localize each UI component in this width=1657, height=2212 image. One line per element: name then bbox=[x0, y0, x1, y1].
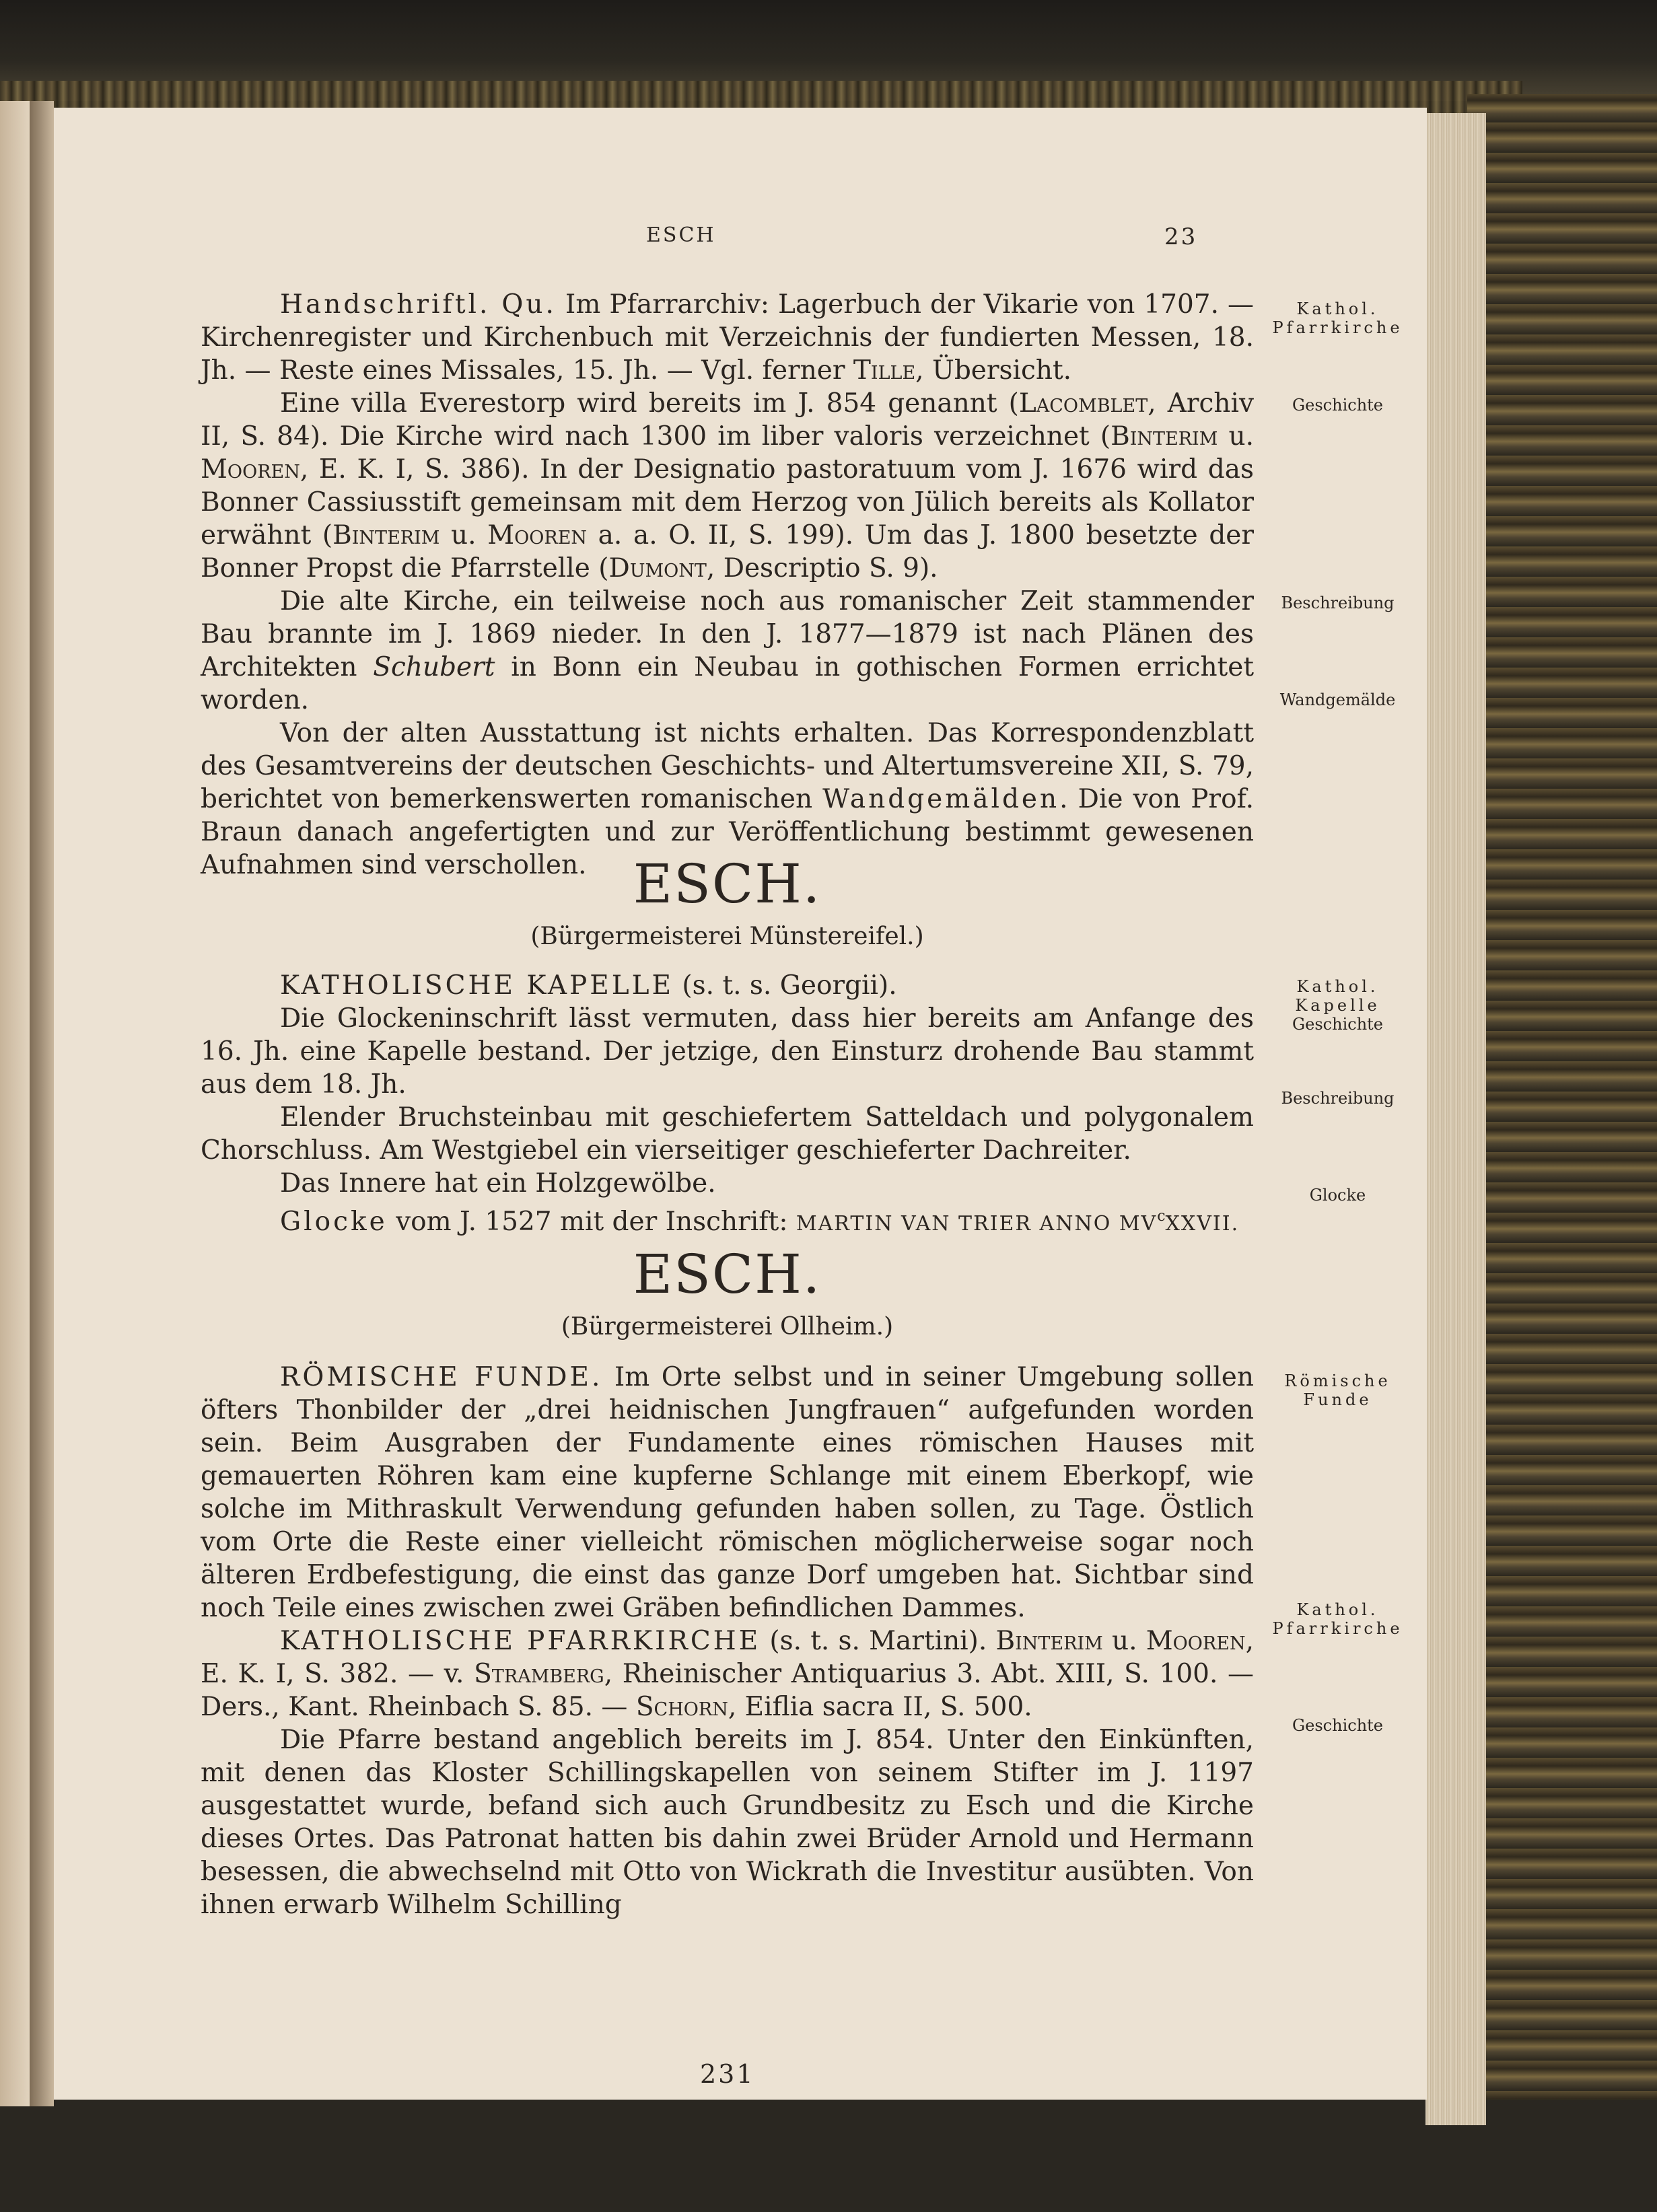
book-cover-bottom bbox=[0, 2100, 1657, 2212]
subheading-muenstereifel: (Bürgermeisterei Münstereifel.) bbox=[530, 923, 924, 950]
architect-name: Schubert bbox=[373, 652, 495, 682]
paragraph-kapelle-history: Die Glockeninschrift lässt vermuten, dass hier bereits am Anfange des 16. Jh. eine Kapelle bestand. Der jetzige, den Einsturz drohende Bau stammt aus dem 18. Jh. bbox=[201, 1003, 1254, 1100]
paragraph-kapelle-title bbox=[201, 969, 1254, 1002]
section-esch-text bbox=[201, 288, 1254, 882]
author-ref: Binterim bbox=[1110, 421, 1218, 452]
margin-note-beschreibung: Beschreibung bbox=[1281, 594, 1395, 612]
spaced-term: KATHOLISCHE PFARRKIRCHE bbox=[280, 1626, 761, 1656]
author-ref: Mooren bbox=[487, 520, 588, 550]
running-head-page-number: 23 bbox=[1164, 223, 1198, 250]
paragraph-description bbox=[201, 585, 1254, 717]
book-cover-right bbox=[1467, 94, 1657, 2212]
book-page bbox=[54, 108, 1427, 2100]
page-edges bbox=[1425, 113, 1486, 2125]
text-run: , Eiflia sacra II, S. 500. bbox=[728, 1692, 1032, 1722]
margin-note-beschreibung-2: Beschreibung bbox=[1281, 1089, 1395, 1108]
text-run: Die alte Kirche, ein teilweise noch aus romanischer Zeit stammender Bau brannte im J. 1869 nieder. In den J. 1877—1879 ist nach Plänen des Architekten bbox=[201, 586, 1254, 682]
note-line: Kathol. bbox=[1296, 977, 1379, 996]
note-line: Kathol. bbox=[1296, 299, 1379, 318]
author-ref: Dumont bbox=[608, 553, 707, 583]
note-line: Pfarrkirche bbox=[1272, 318, 1403, 337]
note-line: Römische bbox=[1284, 1371, 1391, 1390]
text-run: . Die von Prof. Braun danach angefertigten und zur Veröffentlichung bestimmt gewesenen Aufnahmen sind verschollen. bbox=[201, 784, 1254, 880]
spaced-term: Wandgemälden bbox=[822, 784, 1060, 814]
margin-note-glocke: Glocke bbox=[1309, 1186, 1366, 1205]
text-run: , E. K. I, S. 386). In der Designatio pastoratuum vom J. 1676 wird das Bonner Cassiusstift gemeinsam mit dem Herzog von Jülich bereits als Kollator erwähnt ( bbox=[201, 454, 1254, 550]
sources-text: Im Pfarrarchiv: Lagerbuch der Vikarie von 1707. — Kirchenregister und Kirchenbuch mit Verzeichnis der fundierten Messen, 18. Jh. — Reste eines Missales, 15. Jh. — Vgl. ferner bbox=[201, 289, 1254, 386]
heading-esch-muenstereifel: ESCH. bbox=[633, 853, 822, 915]
author-ref: Mooren bbox=[1145, 1626, 1246, 1656]
note-line: Kapelle bbox=[1295, 996, 1380, 1015]
sources-end: , Übersicht. bbox=[915, 355, 1072, 386]
facing-page bbox=[0, 101, 30, 2106]
author-ref: Stramberg bbox=[474, 1659, 604, 1689]
text-run: u. bbox=[1218, 421, 1255, 452]
text-run: , E. K. I, S. 382. — v. bbox=[201, 1626, 1254, 1689]
subheading-ollheim: (Bürgermeisterei Ollheim.) bbox=[561, 1313, 894, 1341]
author-ref: Mooren bbox=[201, 454, 300, 485]
spaced-term: RÖMISCHE FUNDE. bbox=[280, 1362, 603, 1392]
margin-note-kathol bbox=[1265, 299, 1410, 337]
text-run: u. bbox=[1102, 1626, 1146, 1656]
spaced-term: KATHOLISCHE KAPELLE bbox=[280, 970, 674, 1001]
paragraph-kapelle-interior: Das Innere hat ein Holzgewölbe. bbox=[280, 1168, 716, 1199]
margin-note-wandgemaelde: Wandgemälde bbox=[1279, 690, 1396, 709]
text-run: in Bonn ein Neubau in gothischen Formen errichtet worden. bbox=[201, 652, 1254, 715]
text-run: a. a. O. II, S. 199). Um das J. 1800 besetzte der Bonner Propst die Pfarrstelle ( bbox=[201, 520, 1255, 583]
spaced-term: Glocke bbox=[280, 1207, 388, 1237]
margin-note-geschichte: Geschichte bbox=[1292, 396, 1383, 415]
heading-esch-ollheim: ESCH. bbox=[633, 1243, 822, 1306]
author-ref: Schorn bbox=[635, 1692, 728, 1722]
paragraph-roman-finds bbox=[201, 1361, 1254, 1625]
author-ref: Binterim bbox=[995, 1626, 1103, 1656]
author-ref: Binterim bbox=[332, 520, 440, 550]
text-run: , Rheinischer Antiquarius 3. Abt. XIII, S. 100. — Ders., Kant. Rheinbach S. 85. — bbox=[201, 1659, 1254, 1722]
text-run: Im Orte selbst und in seiner Umgebung sollen öfters Thonbilder der „drei heidnischen Jungfrauen“ aufgefunden worden sein. Beim Ausgraben der Fundamente eines römischen Hauses mit gemauerten Röhren kam eine kupferne Schlange mit einem Eberkopf, wie solche im Mithraskult Verwendung gefunden haben sollen, zu Tage. Östlich vom Orte die Reste einer vielleicht römischen möglicherweise sogar noch älteren Erdbefestigung, die einst das ganze Dorf umgeben hat. Sichtbar sind noch Teile eines zwischen zwei Gräben befindlichen Dammes. bbox=[201, 1362, 1254, 1623]
running-head-title: ESCH bbox=[646, 223, 716, 247]
text-run: , Archiv II, S. 84). Die Kirche wird nach 1300 im liber valoris verzeichnet ( bbox=[201, 388, 1254, 452]
text-run: Eine villa Everestorp wird bereits im J. 854 genannt ( bbox=[280, 388, 1019, 419]
margin-note-geschichte-3: Geschichte bbox=[1292, 1716, 1383, 1735]
author-ref: Lacomblet bbox=[1018, 388, 1148, 419]
text-run: Von der alten Ausstattung ist nichts erhalten. Das Korrespondenzblatt des Gesamtvereins der deutschen Geschichts- und Altertumsvereine XII, S. 79, berichtet von bemerkenswerten romanischen bbox=[201, 718, 1254, 814]
note-line: Geschichte bbox=[1292, 1015, 1383, 1034]
paragraph-kapelle-description: Elender Bruchsteinbau mit geschiefertem Satteldach und polygonalem Chorschluss. Am Westgiebel ein vierseitiger geschieferter Dachreiter. bbox=[201, 1102, 1254, 1166]
note-line: Pfarrkirche bbox=[1272, 1619, 1403, 1638]
margin-note-pfarrkirche bbox=[1265, 1600, 1410, 1638]
folio-number: 231 bbox=[700, 2059, 755, 2089]
book-gutter bbox=[30, 101, 54, 2106]
paragraph-kapelle-bell bbox=[201, 1200, 1254, 1240]
inscription-superscript: c bbox=[1157, 1208, 1166, 1225]
bell-inscription-end: XXVII. bbox=[1165, 1212, 1240, 1236]
text-run: (s. t. s. Georgii). bbox=[674, 970, 897, 1001]
note-line: Kathol. bbox=[1296, 1600, 1379, 1619]
text-run: , Descriptio S. 9). bbox=[706, 553, 938, 583]
note-line: Funde bbox=[1303, 1390, 1372, 1409]
author-ref: Tille bbox=[853, 355, 916, 386]
text-run: vom J. 1527 mit der Inschrift: bbox=[387, 1207, 796, 1237]
paragraph-history bbox=[201, 387, 1254, 585]
paragraph-pfarrkirche-sources bbox=[201, 1625, 1254, 1723]
sources-label: Handschriftl. Qu. bbox=[280, 289, 557, 320]
paragraph-pfarrkirche-history: Die Pfarre bestand angeblich bereits im J. 854. Unter den Einkünften, mit denen das Kloster Schillingskapellen von seinem Stifter im J. 1197 ausgestattet wurde, befand sich auch Grundbesitz zu Esch und die Kirche dieses Ortes. Das Patronat hatten bis dahin zwei Brüder Arnold und Hermann besessen, die abwechselnd mit Otto von Wickrath die Investitur ausübten. Von ihnen erwarb Wilhelm Schilling bbox=[201, 1725, 1254, 1920]
section-ollheim-text bbox=[201, 1361, 1254, 1921]
text-run: (s. t. s. Martini). bbox=[761, 1626, 996, 1656]
text-run: u. bbox=[439, 520, 488, 550]
bell-inscription: MARTIN VAN TRIER ANNO MV bbox=[796, 1212, 1158, 1236]
section-kapelle-text bbox=[201, 969, 1254, 1240]
paragraph-sources bbox=[201, 288, 1254, 387]
margin-note-roemische-funde bbox=[1265, 1371, 1410, 1409]
margin-note-kapelle bbox=[1265, 977, 1410, 1034]
